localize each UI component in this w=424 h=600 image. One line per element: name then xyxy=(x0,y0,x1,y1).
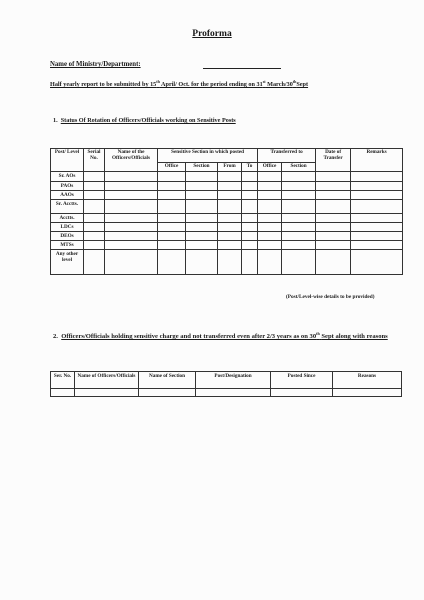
col-header-name: Name of Officers/Officials xyxy=(75,372,139,389)
half-yearly-instruction: Half yearly report to be submitted by 15th April/ Oct. for the period ending on 31st March/30thSept xyxy=(50,79,309,89)
row-label: Acctts. xyxy=(51,214,84,223)
row-label: AAOs xyxy=(51,191,84,200)
ministry-label: Name of Ministry/Department: xyxy=(50,61,141,68)
document-title: Proforma xyxy=(192,29,232,39)
row-label: Any other level xyxy=(51,250,84,275)
section2-heading xyxy=(53,329,408,342)
section2-number: 2. xyxy=(53,333,58,341)
table-row xyxy=(51,223,403,232)
rotation-status-table xyxy=(50,148,403,275)
table1-note: (Post/Level-wise details to be provided) xyxy=(286,294,375,300)
sensitive-charge-table xyxy=(50,371,402,397)
table-row xyxy=(51,241,403,250)
table-row xyxy=(51,172,403,182)
col-header-post-level: Post/ Level xyxy=(51,149,84,172)
col-header-section: Name of Section xyxy=(139,372,196,389)
row-label: DEOs xyxy=(51,232,84,241)
section1-title: Status Of Rotation of Officers/Officials working on Sensitive Posts xyxy=(60,117,236,124)
table-row xyxy=(51,182,403,191)
table-row xyxy=(51,200,403,214)
subheader-from: From xyxy=(218,163,242,172)
row-label: MTSs xyxy=(51,241,84,250)
col-header-post: Post/Designation xyxy=(196,372,271,389)
row-label: PAOs xyxy=(51,182,84,191)
subheader-office: Office xyxy=(158,163,186,172)
table-row xyxy=(51,214,403,223)
col-header-sensitive-section: Sensitive Section in which posted xyxy=(158,149,258,163)
col-header-serial-no: Serial No. xyxy=(84,149,105,172)
table-row xyxy=(51,389,402,397)
section1-number: 1. xyxy=(53,117,58,124)
row-label: LDCs xyxy=(51,223,84,232)
subheader-to: To xyxy=(242,163,258,172)
col-header-date-of-transfer: Date of Transfer xyxy=(316,149,351,172)
subheader-section: Section xyxy=(282,163,316,172)
section2-title: Officers/Officials holding sensitive charge and not transferred even after 2/3 years as on 30th Sept along with reasons xyxy=(61,331,388,341)
col-header-remarks: Remarks xyxy=(351,149,403,172)
col-header-reasons: Reasons xyxy=(333,372,402,389)
col-header-name: Name of the Officers/Officials xyxy=(105,149,158,172)
row-label: Sr. AOs xyxy=(51,172,84,182)
subheader-office: Office xyxy=(258,163,282,172)
col-header-transferred-to: Transferred to xyxy=(258,149,316,163)
col-header-ser-no: Ser. No. xyxy=(51,372,75,389)
subheader-section: Section xyxy=(186,163,218,172)
row-label: Sr. Acctts. xyxy=(51,200,84,214)
table-row xyxy=(51,191,403,200)
section1-heading xyxy=(53,117,236,124)
ministry-blank-line xyxy=(203,68,281,69)
col-header-posted-since: Posted Since xyxy=(271,372,333,389)
table-row xyxy=(51,250,403,275)
table-row xyxy=(51,232,403,241)
